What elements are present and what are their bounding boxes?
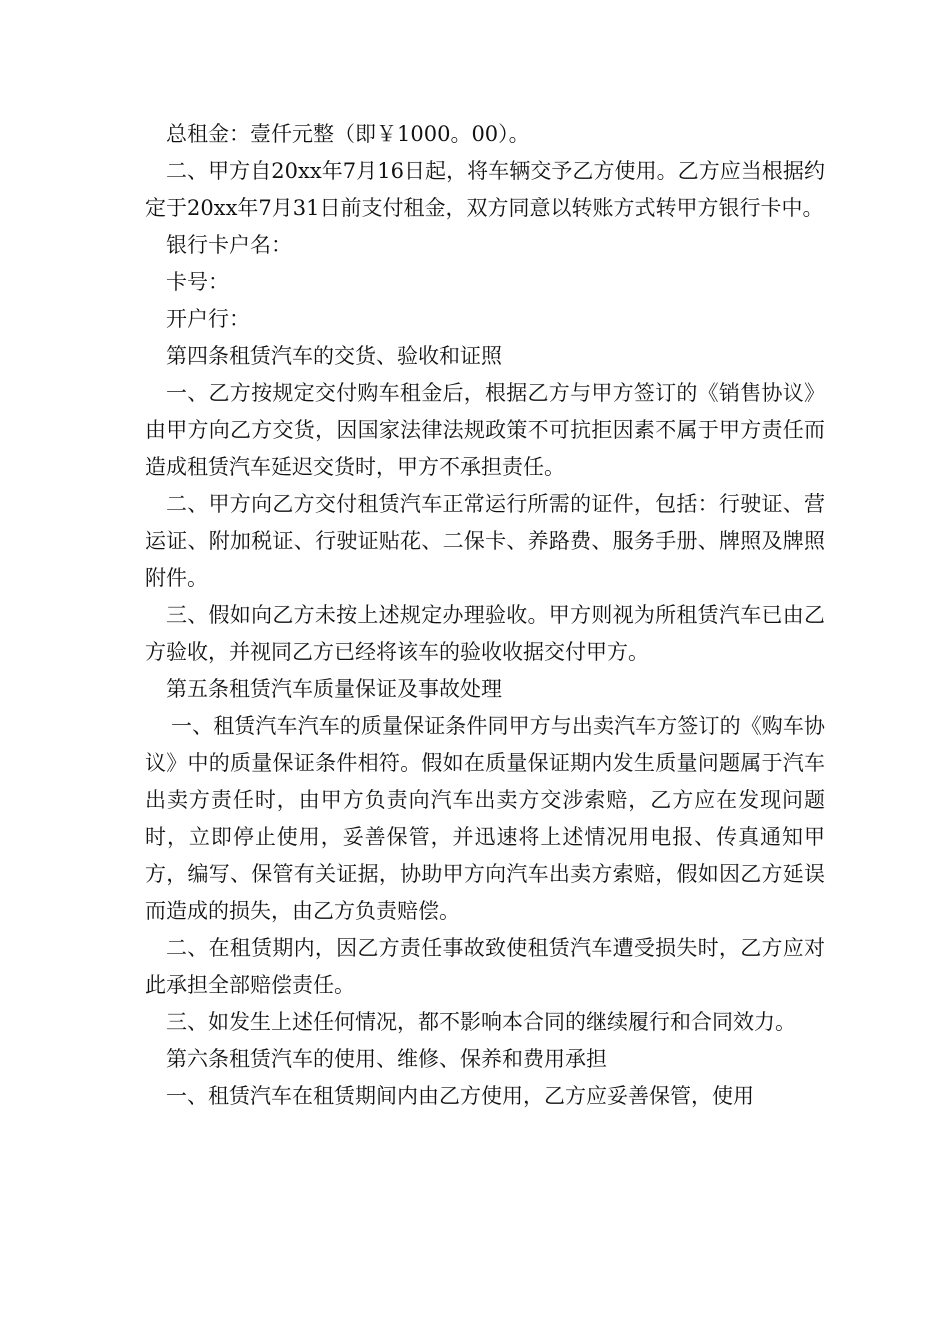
- heading-article-4: 第四条租赁汽车的交货、验收和证照: [166, 344, 502, 368]
- paragraph-article-6-item-1: 一、租赁汽车在租赁期间内由乙方使用，乙方应妥善保管，使用: [166, 1084, 754, 1108]
- paragraph-total-rent: 总租金：壹仟元整（即￥1000。00）。: [166, 122, 530, 146]
- paragraph-account-name: 银行卡户名：: [166, 233, 292, 257]
- heading-article-6: 第六条租赁汽车的使用、维修、保养和费用承担: [166, 1047, 607, 1071]
- paragraph-card-number: 卡号：: [166, 270, 229, 294]
- paragraph-article-4-item-2: 二、甲方向乙方交付租赁汽车正常运行所需的证件，包括：行驶证、营运证、附加税证、行驶证贴花、二保卡、养路费、服务手册、牌照及牌照附件。: [145, 492, 825, 590]
- paragraph-bank: 开户行：: [166, 307, 250, 331]
- paragraph-article-5-item-2: 二、在租赁期内，因乙方责任事故致使租赁汽车遭受损失时，乙方应对此承担全部赔偿责任。: [145, 936, 825, 997]
- paragraph-article-5-item-1: 一、租赁汽车汽车的质量保证条件同甲方与出卖汽车方签订的《购车协议》中的质量保证条件相符。假如在质量保证期内发生质量问题属于汽车出卖方责任时，由甲方负责向汽车出卖方交涉索赔，乙方应在发现问题时，立即停止使用，妥善保管，并迅速将上述情况用电报、传真通知甲方，编写、保管有关证据，协助甲方向汽车出卖方索赔，假如因乙方延误而造成的损失，由乙方负责赔偿。: [145, 714, 825, 923]
- heading-article-5: 第五条租赁汽车质量保证及事故处理: [166, 677, 502, 701]
- paragraph-article-4-item-1: 一、乙方按规定交付购车租金后，根据乙方与甲方签订的《销售协议》由甲方向乙方交货，因国家法律法规政策不可抗拒因素不属于甲方责任而造成租赁汽车延迟交货时，甲方不承担责任。: [145, 381, 825, 479]
- paragraph-article-4-item-3: 三、假如向乙方未按上述规定办理验收。甲方则视为所租赁汽车已由乙方验收，并视同乙方已经将该车的验收收据交付甲方。: [145, 603, 825, 664]
- paragraph-delivery-payment: 二、甲方自20xx年7月16日起，将车辆交予乙方使用。乙方应当根据约定于20xx年7月31日前支付租金，双方同意以转账方式转甲方银行卡中。: [145, 159, 825, 220]
- document-body: [145, 116, 825, 1115]
- paragraph-article-5-item-3: 三、如发生上述任何情况，都不影响本合同的继续履行和合同效力。: [166, 1010, 796, 1034]
